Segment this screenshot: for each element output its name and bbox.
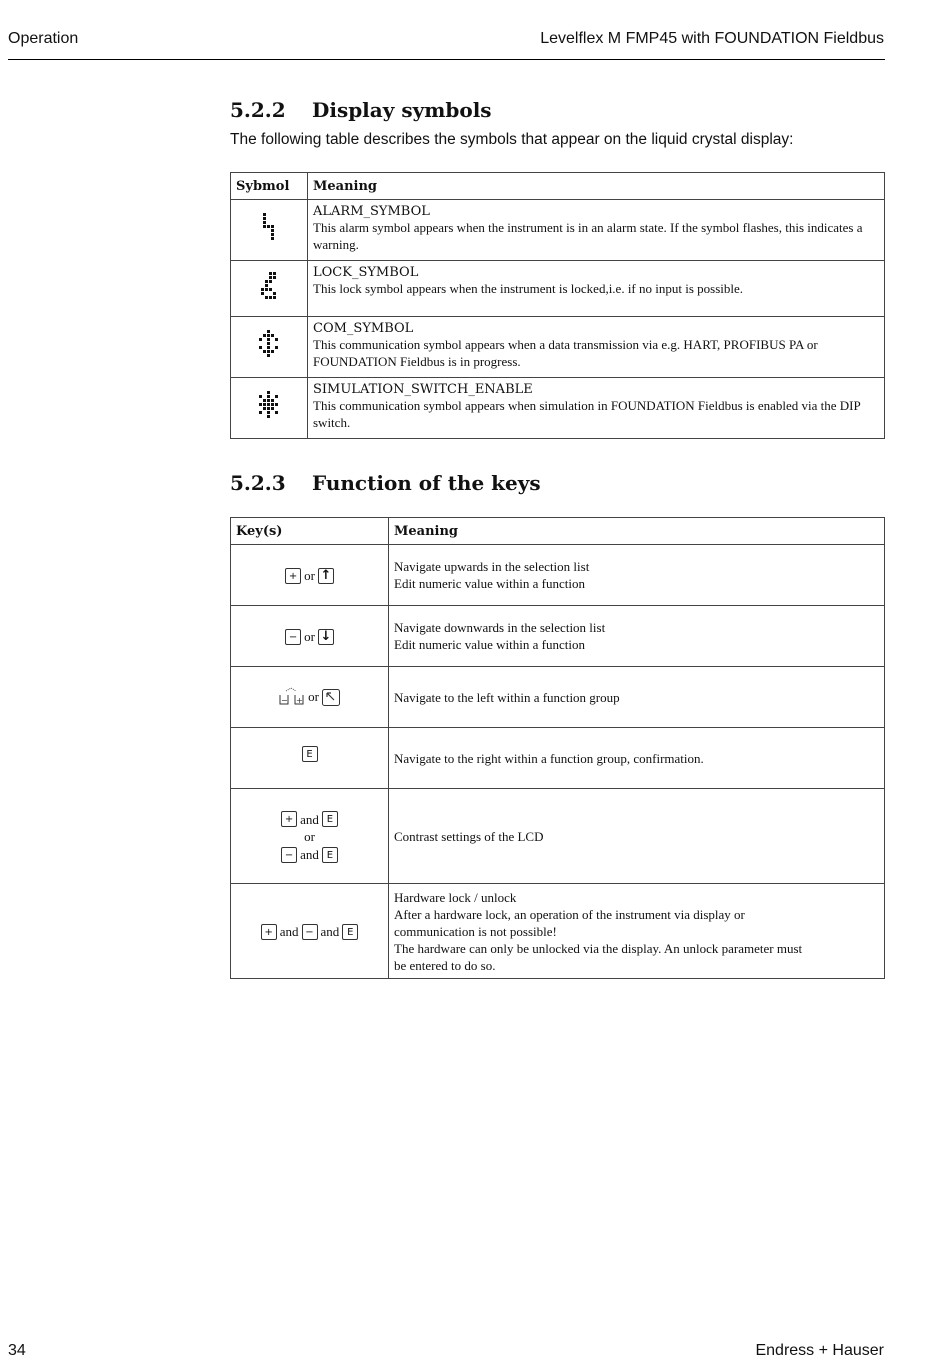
meaning-line: be entered to do so. — [394, 957, 496, 973]
meaning-cell — [308, 317, 885, 378]
keys-table — [230, 517, 885, 979]
conjunction-and: and — [279, 923, 299, 939]
minus-key-icon: − — [302, 924, 318, 940]
minus-key-icon: − — [281, 847, 297, 863]
footer-brand: Endress + Hauser — [755, 1342, 884, 1359]
svg-text:+: + — [296, 696, 303, 705]
meaning-line: Navigate to the left within a function group — [394, 689, 620, 705]
keys-cell — [231, 789, 389, 884]
conjunction-or: or — [304, 828, 315, 844]
table-row — [231, 545, 885, 606]
meaning-cell — [308, 378, 885, 439]
simulation-switch-icon — [259, 391, 279, 421]
symbol-cell — [231, 200, 308, 261]
section-title: Display symbols — [312, 98, 492, 122]
symbol-description: This communication symbol appears when simulation in FOUNDATION Fieldbus is enabled via the DIP switch. — [313, 398, 861, 430]
symbol-description: This communication symbol appears when a data transmission via e.g. HART, PROFIBUS PA or FOUNDATION Fieldbus is in progress. — [313, 337, 818, 369]
meaning-line: Navigate downwards in the selection list — [394, 620, 606, 635]
symbol-cell — [231, 378, 308, 439]
symbol-description: This lock symbol appears when the instrument is locked,i.e. if no input is possible. — [313, 281, 744, 296]
symbol-name: SIMULATION_SWITCH_ENABLE — [313, 382, 533, 397]
meaning-cell — [308, 261, 885, 317]
meaning-cell — [389, 667, 885, 728]
enter-key-icon: E — [342, 924, 358, 940]
intro-paragraph: The following table describes the symbols that appear on the liquid crystal display: — [230, 131, 794, 148]
enter-key-icon: E — [302, 746, 318, 762]
plus-key-icon: + — [261, 924, 277, 940]
conjunction-or: or — [304, 628, 315, 644]
page-number: 34 — [8, 1342, 26, 1359]
section-number: 5.2.3 — [230, 471, 286, 495]
symbol-name: COM_SYMBOL — [313, 321, 414, 336]
conjunction-and: and — [300, 811, 319, 827]
section-heading-display-symbols — [230, 98, 492, 122]
enter-key-icon: E — [322, 811, 338, 827]
meaning-cell — [389, 789, 885, 884]
symbol-cell — [231, 317, 308, 378]
meaning-line: Navigate to the right within a function group, confirmation. — [394, 750, 704, 766]
header-rule — [8, 59, 885, 60]
escape-key-icon — [322, 689, 340, 706]
col-header-keys: Key(s) — [231, 518, 389, 545]
meaning-line: Contrast settings of the LCD — [394, 828, 544, 844]
table-row — [231, 261, 885, 317]
meaning-line: Hardware lock / unlock — [394, 889, 517, 905]
meaning-cell — [389, 606, 885, 667]
keys-cell — [231, 728, 389, 789]
plus-key-icon: + — [285, 568, 301, 584]
display-symbols-table — [230, 172, 885, 439]
section-title: Function of the keys — [312, 471, 541, 495]
section-number: 5.2.2 — [230, 98, 286, 122]
symbol-name: ALARM_SYMBOL — [313, 204, 430, 219]
table-row — [231, 789, 885, 884]
header-document-title: Levelflex M FMP45 with FOUNDATION Fieldbus — [540, 30, 884, 47]
symbol-name: LOCK_SYMBOL — [313, 265, 419, 280]
meaning-cell — [389, 884, 885, 979]
table-row — [231, 378, 885, 439]
table-row — [231, 667, 885, 728]
alarm-symbol-icon — [261, 213, 277, 243]
keys-cell — [231, 884, 389, 979]
keys-cell — [231, 545, 389, 606]
symbol-cell — [231, 261, 308, 317]
table-row — [231, 200, 885, 261]
meaning-cell — [308, 200, 885, 261]
minus-plus-keys-icon — [279, 687, 305, 707]
svg-text:−: − — [281, 696, 288, 705]
col-header-meaning: Meaning — [308, 173, 885, 200]
table-row — [231, 728, 885, 789]
conjunction-or: or — [308, 689, 319, 704]
conjunction-or: or — [304, 567, 315, 583]
conjunction-and: and — [300, 847, 319, 863]
table-row — [231, 317, 885, 378]
plus-key-icon: + — [281, 811, 297, 827]
enter-key-icon: E — [322, 847, 338, 863]
meaning-line: After a hardware lock, an operation of the instrument via display or — [394, 906, 745, 922]
keys-cell — [231, 606, 389, 667]
table-row — [231, 884, 885, 979]
com-symbol-icon — [259, 330, 279, 360]
symbol-description: This alarm symbol appears when the instrument is in an alarm state. If the symbol flashes, this indicates a warning. — [313, 220, 863, 252]
meaning-cell — [389, 545, 885, 606]
keys-cell — [231, 667, 389, 728]
meaning-line: communication is not possible! — [394, 923, 557, 939]
section-heading-function-of-keys — [230, 471, 541, 495]
col-header-meaning: Meaning — [389, 518, 885, 545]
minus-key-icon: − — [285, 629, 301, 645]
up-arrow-key-icon: ↑ — [318, 568, 334, 584]
meaning-line: The hardware can only be unlocked via the display. An unlock parameter must — [394, 940, 803, 956]
conjunction-and: and — [320, 923, 340, 939]
lock-symbol-icon — [259, 272, 279, 302]
meaning-line: Edit numeric value within a function — [394, 637, 585, 652]
down-arrow-key-icon: ↓ — [318, 629, 334, 645]
meaning-line: Edit numeric value within a function — [394, 576, 585, 591]
col-header-symbol: Sybmol — [231, 173, 308, 200]
meaning-cell — [389, 728, 885, 789]
table-row — [231, 606, 885, 667]
meaning-line: Navigate upwards in the selection list — [394, 559, 590, 574]
header-section-name: Operation — [8, 30, 79, 47]
